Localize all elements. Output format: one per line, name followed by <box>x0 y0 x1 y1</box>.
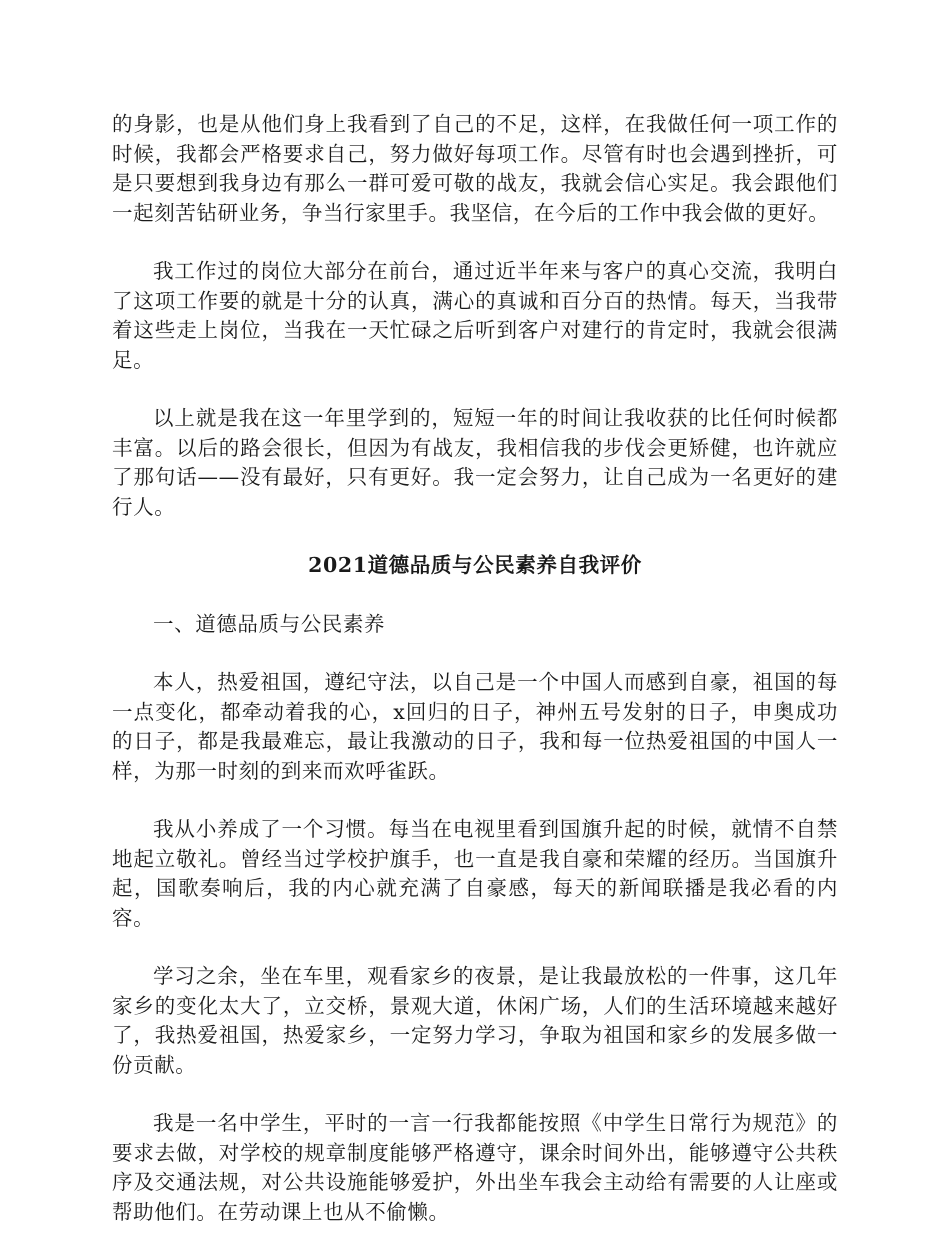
document-title: 2021道德品质与公民素养自我评价 <box>308 553 642 577</box>
paragraph-front-desk-work: 我工作过的岗位大部分在前台，通过近半年来与客户的真心交流，我明白了这项工作要的就是十分的认真，满心的真诚和百分百的热情。每天，当我带着这些走上岗位，当我在一天忙碌之后听到客户对建行的肯定时，我就会很满足。 <box>112 259 838 372</box>
paragraph-patriotism: 本人，热爱祖国，遵纪守法，以自己是一个中国人而感到自豪，祖国的每一点变化，都牵动着我的心，x回归的日子，神州五号发射的日子，申奥成功的日子，都是我最难忘，最让我激动的日子，我和每一位热爱祖国的中国人一样，为那一时刻的到来而欢呼雀跃。 <box>112 670 838 783</box>
paragraph-hometown: 学习之余，坐在车里，观看家乡的夜景，是让我最放松的一件事，这几年家乡的变化太大了，立交桥，景观大道，休闲广场，人们的生活环境越来越好了，我热爱祖国，热爱家乡，一定努力学习，争取为祖国和家乡的发展多做一份贡献。 <box>112 964 838 1077</box>
paragraph-continuation: 的身影，也是从他们身上我看到了自己的不足，这样，在我做任何一项工作的时候，我都会严格要求自己，努力做好每项工作。尽管有时也会遇到挫折，可是只要想到我身边有那么一群可爱可敬的战友，我就会信心实足。我会跟他们一起刻苦钻研业务，争当行家里手。我坚信，在今后的工作中我会做的更好。 <box>112 112 838 225</box>
paragraph-flag-habit: 我从小养成了一个习惯。每当在电视里看到国旗升起的时候，就情不自禁地起立敬礼。曾经当过学校护旗手，也一直是我自豪和荣耀的经历。当国旗升起，国歌奏响后，我的内心就充满了自豪感，每天的新闻联播是我必看的内容。 <box>112 817 838 930</box>
section-heading: 一、道德品质与公民素养 <box>153 611 386 636</box>
paragraph-student-conduct: 我是一名中学生，平时的一言一行我都能按照《中学生日常行为规范》的要求去做，对学校的规章制度能够严格遵守，课余时间外出，能够遵守公共秩序及交通法规，对公共设施能够爱护，外出坐车我会主动给有需要的人让座或帮助他们。在劳动课上也从不偷懒。 <box>112 1111 838 1224</box>
paragraph-year-summary: 以上就是我在这一年里学到的，短短一年的时间让我收获的比任何时候都丰富。以后的路会很长，但因为有战友，我相信我的步伐会更矫健，也许就应了那句话——没有最好，只有更好。我一定会努力，让自己成为一名更好的建行人。 <box>112 406 838 519</box>
document-page <box>112 110 838 1256</box>
